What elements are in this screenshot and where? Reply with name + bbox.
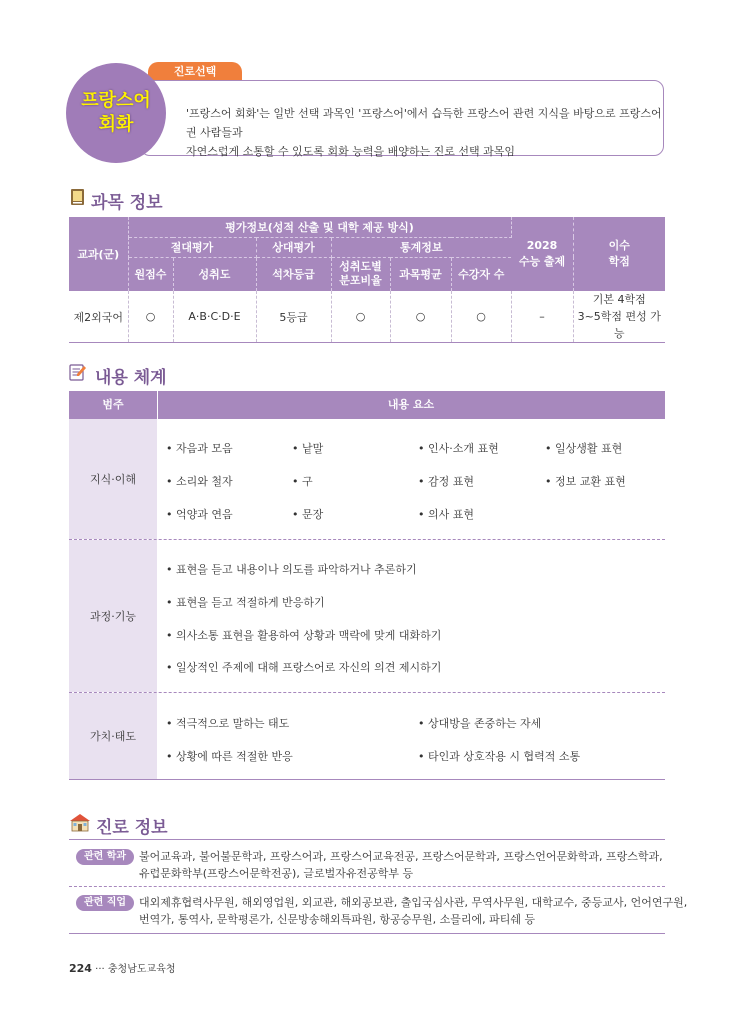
header-suneung: 2028 수능 출제 (511, 217, 573, 291)
list-item: • 일상적인 주제에 대해 프랑스어로 자신의 의견 제시하기 (166, 661, 442, 674)
subject-info-table (69, 217, 665, 343)
dept-line-1: 불어교육과, 불어불문학과, 프랑스어과, 프랑스어교육전공, 프랑스어문학과, 프랑스언어문화학과, 프랑스학과, (139, 850, 663, 863)
job-line-1: 대외제휴협력사무원, 해외영업원, 외교관, 해외공보관, 출입국심사관, 무역사무원, 대학교수, 중등교사, 언어연구원, (139, 896, 688, 909)
cell-rank: 5등급 (256, 291, 331, 343)
list-item: • 적극적으로 말하는 태도 (166, 717, 290, 730)
header-credits: 이수 학점 (573, 217, 665, 291)
list-item: • 구 (292, 475, 313, 488)
list-item: • 표현을 듣고 적절하게 반응하기 (166, 596, 325, 609)
table-row (69, 291, 665, 343)
list-item: • 인사·소개 표현 (418, 442, 499, 455)
credits-line-1: 기본 4학점 (592, 293, 646, 306)
page-number: 224 (69, 962, 92, 975)
list-item: • 표현을 듣고 내용이나 의도를 파악하거나 추론하기 (166, 563, 417, 576)
header-distribution: 성취도별 분포비율 (331, 257, 390, 291)
category-values: 가치·태도 (69, 693, 157, 779)
cell-average: ○ (390, 291, 451, 343)
list-item: • 낱말 (292, 442, 324, 455)
header-absolute: 절대평가 (128, 237, 256, 257)
header-elements: 내용 요소 (387, 398, 435, 411)
school-icon (69, 812, 91, 836)
row-divider (69, 539, 665, 540)
subject-name-line-2: 회화 (98, 114, 134, 135)
cell-raw-score: ○ (128, 291, 173, 343)
table-bottom-border (69, 779, 665, 780)
header-rank: 석차등급 (256, 257, 331, 291)
list-item: • 타인과 상호작용 시 협력적 소통 (418, 750, 581, 763)
credits-line-2: 3~5학점 편성 가능 (577, 310, 661, 340)
subject-name-line-1: 프랑스어 (81, 90, 151, 111)
career-top-border (69, 839, 665, 840)
row-divider (69, 692, 665, 693)
header-achievement: 성취도 (173, 257, 256, 291)
header-relative: 상대평가 (256, 237, 331, 257)
career-divider (69, 886, 665, 887)
cell-achievement: A·B·C·D·E (173, 291, 256, 343)
career-bottom-border (69, 933, 665, 934)
list-item: • 일상생활 표현 (545, 442, 623, 455)
description-line-1: '프랑스어 회화'는 일반 선택 과목인 '프랑스어'에서 습득한 프랑스어 관련 지식을 바탕으로 프랑스어권 사람들과 (186, 107, 662, 139)
list-item: • 억양과 연음 (166, 508, 233, 521)
list-item: • 소리와 철자 (166, 475, 233, 488)
cell-credits (573, 291, 665, 343)
section-title-content-system: 내용 체계 (95, 368, 167, 388)
header-eval: 평가정보(성적 산출 및 대학 제공 방식) (128, 217, 511, 237)
content-table-header (69, 391, 665, 419)
list-item: • 상대방을 존중하는 자세 (418, 717, 542, 730)
cell-students: ○ (451, 291, 511, 343)
section-title-subject-info: 과목 정보 (91, 193, 163, 213)
footer-org: 충청남도교육청 (107, 964, 176, 975)
dept-line-2: 유럽문화학부(프랑스어문학전공), 글로벌자유전공학부 등 (139, 867, 414, 880)
subject-badge (66, 63, 166, 163)
job-line-2: 번역가, 통역사, 문학평론가, 신문방송해외특파원, 항공승무원, 소믈리에, 파티쉐 등 (139, 913, 536, 926)
memo-icon (69, 363, 87, 385)
course-description (186, 104, 662, 161)
header-category: 범주 (69, 391, 158, 419)
related-job-text (139, 894, 687, 928)
list-item: • 정보 교환 표현 (545, 475, 626, 488)
course-type-tag: 진로선택 (148, 62, 242, 82)
description-line-2: 자연스럽게 소통할 수 있도록 회화 능력을 배양하는 진로 선택 과목임 (186, 145, 515, 158)
list-item: • 감정 표현 (418, 475, 475, 488)
section-title-career: 진로 정보 (96, 818, 168, 838)
list-item: • 의사소통 표현을 활용하여 상황과 맥락에 맞게 대화하기 (166, 629, 442, 642)
book-icon (69, 188, 87, 210)
list-item: • 의사 표현 (418, 508, 475, 521)
cell-suneung: – (511, 291, 573, 343)
category-process: 과정·기능 (69, 540, 157, 692)
header-stats: 통계정보 (331, 237, 511, 257)
category-knowledge: 지식·이해 (69, 419, 157, 539)
header-average: 과목평균 (390, 257, 451, 291)
related-dept-label: 관련 학과 (76, 849, 134, 865)
page-footer (69, 960, 176, 975)
header-raw-score: 원점수 (128, 257, 173, 291)
footer-dots: ··· (95, 964, 105, 975)
related-job-label: 관련 직업 (76, 895, 134, 911)
list-item: • 자음과 모음 (166, 442, 233, 455)
list-item: • 상황에 따른 적절한 반응 (166, 750, 293, 763)
header-students: 수강자 수 (451, 257, 511, 291)
cell-group: 제2외국어 (69, 291, 128, 343)
cell-distribution: ○ (331, 291, 390, 343)
related-dept-text (139, 848, 663, 882)
list-item: • 문장 (292, 508, 324, 521)
header-group: 교과(군) (69, 217, 128, 291)
